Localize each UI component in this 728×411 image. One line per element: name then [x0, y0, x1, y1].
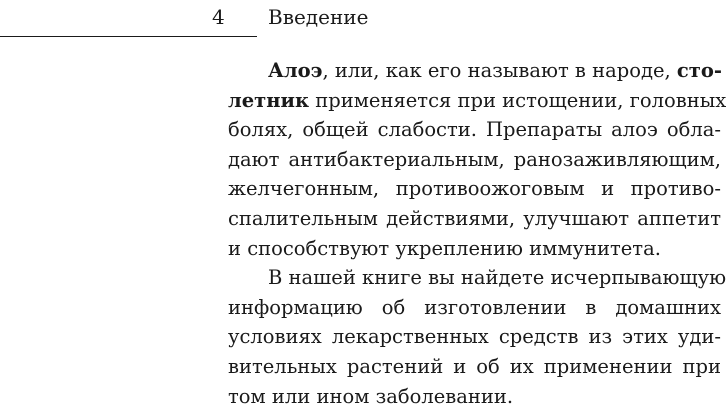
text-run: применяется при истощении, головных — [309, 88, 727, 112]
text-run: В нашей книге вы найдете исчерпывающую — [268, 266, 727, 290]
bold-term: летник — [228, 88, 310, 112]
body-text — [228, 56, 727, 411]
text-run: , или, как его называют в народе, — [322, 59, 677, 82]
text-line — [228, 145, 721, 175]
paragraph — [228, 56, 727, 263]
text-run: и способствуют укреплению иммунитета. — [228, 236, 661, 260]
paragraph — [228, 263, 727, 411]
text-run: информацию об изготовлении в домашних — [228, 295, 721, 319]
text-line — [228, 263, 727, 293]
section-title: Введение — [268, 5, 369, 29]
text-line — [228, 115, 721, 145]
text-run: вительных растений и об их применении при — [228, 354, 721, 378]
text-line — [228, 293, 721, 323]
text-line — [228, 56, 721, 86]
header-rule — [0, 36, 257, 37]
page-number: 4 — [212, 5, 225, 29]
text-line — [228, 322, 721, 352]
text-line — [228, 234, 721, 264]
running-head — [0, 0, 728, 40]
bold-term: Алоэ — [268, 59, 323, 82]
text-run: болях, общей слабости. Препараты алоэ обла- — [228, 118, 721, 142]
text-run: условиях лекарственных средств из этих уди- — [228, 325, 721, 349]
text-line — [228, 204, 721, 234]
text-run: спалительным действиями, улучшают аппетит — [228, 206, 721, 230]
text-line — [228, 382, 721, 411]
text-line — [228, 174, 721, 204]
bold-term: сто- — [676, 59, 722, 82]
text-line — [228, 86, 727, 116]
text-run: том или ином заболевании. — [228, 384, 514, 408]
text-line — [228, 352, 721, 382]
text-run: дают антибактериальным, ранозаживляющим, — [228, 147, 721, 171]
text-run: желчегонным, противоожоговым и противо- — [228, 177, 721, 201]
